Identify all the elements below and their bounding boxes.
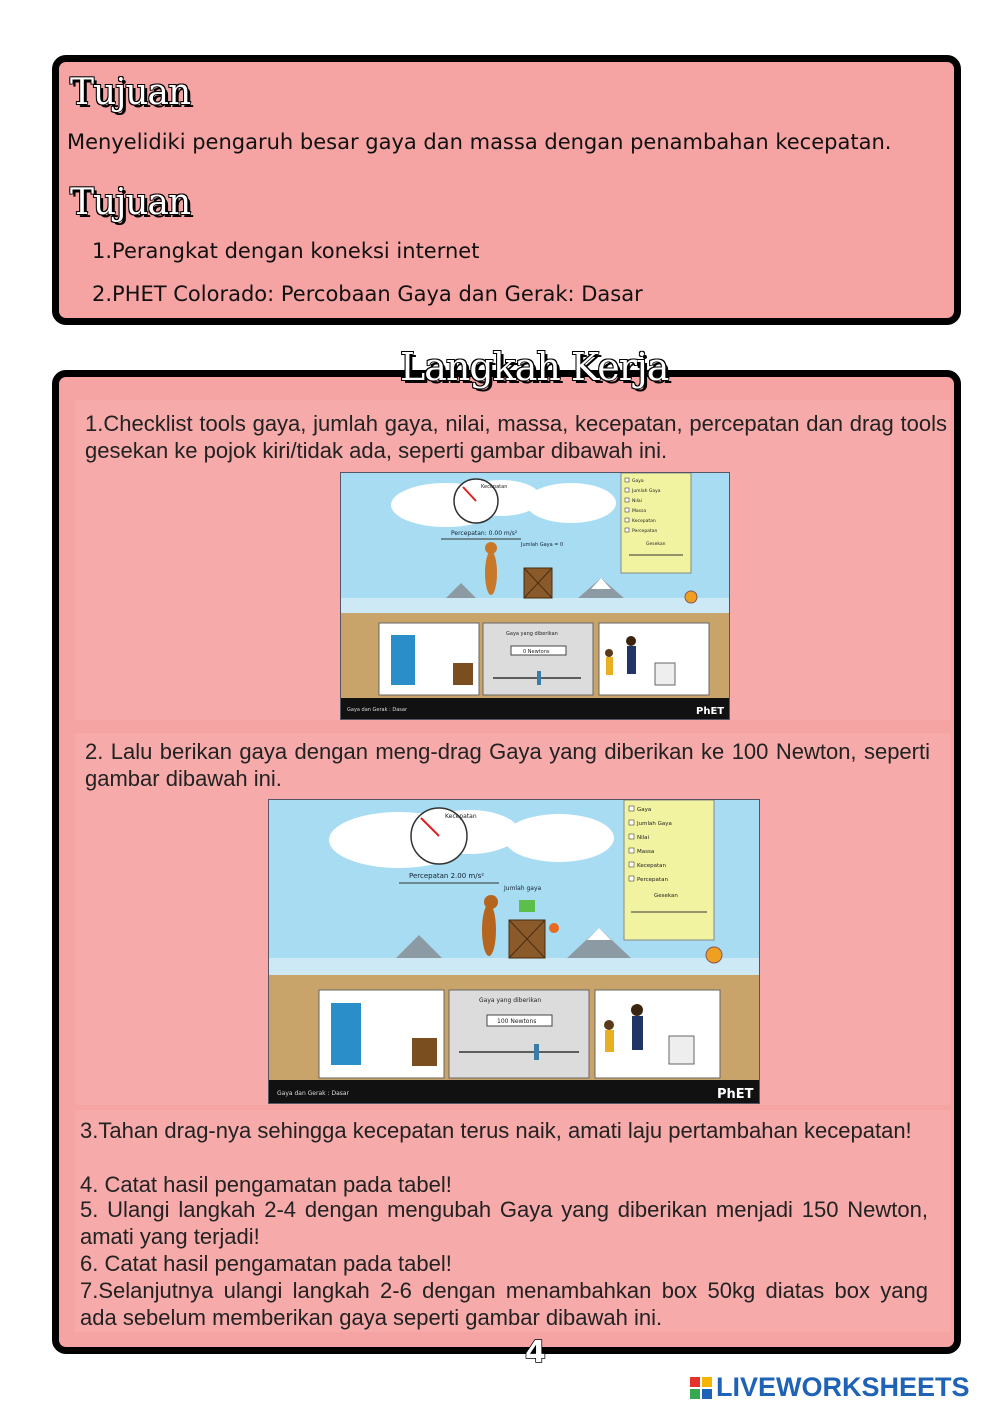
accel-label-2: Percepatan 2.00 m/s² (409, 872, 485, 880)
step-4: 4. Catat hasil pengamatan pada tabel! (80, 1172, 452, 1197)
speed-label-2: Kecepatan (445, 813, 477, 820)
sim1-option-1: Gaya (632, 479, 644, 484)
step-5: 5. Ulangi langkah 2-4 dengan mengubah Gaya yang diberikan menjadi 150 Newton, amati yang terjadi! (80, 1197, 928, 1249)
simulation-screenshot-1 (340, 472, 730, 720)
sim2-option-6: Percepatan (637, 877, 668, 883)
sim2-option-2: Jumlah Gaya (637, 821, 672, 827)
liveworksheets-logo-icon (690, 1377, 712, 1399)
tools-item-1: 1.Perangkat dengan koneksi internet (92, 239, 480, 263)
speed-label-1: Kecepatan (481, 484, 508, 490)
sim1-option-3: Nilai (632, 499, 642, 504)
sim2-friction-label: Gesekan (654, 893, 678, 899)
step-2: 2. Lalu berikan gaya dengan meng-drag Gaya yang diberikan ke 100 Newton, seperti gambar dibawah ini. (85, 739, 930, 791)
sim2-option-3: Nilai (637, 835, 650, 841)
steps-heading: Langkah Kerja (400, 345, 669, 389)
sim1-option-2: Jumlah Gaya (632, 489, 661, 494)
step-3: 3.Tahan drag-nya sehingga kecepatan terus naik, amati laju pertambahan kecepatan! (80, 1118, 912, 1143)
sim2-option-5: Kecepatan (637, 863, 666, 869)
applied-label-2: Gaya yang diberikan (479, 997, 542, 1004)
sim2-option-1: Gaya (637, 807, 652, 813)
sim1-option-6: Percepatan (632, 529, 658, 534)
brand-text: LIVEWORKSHEETS (716, 1372, 970, 1402)
objective-heading: Tujuan (70, 72, 191, 113)
accel-label-1: Percepatan: 0.00 m/s² (451, 530, 518, 537)
force-value-2: 100 Newtons (497, 1018, 537, 1025)
tools-item-2: 2.PHET Colorado: Percobaan Gaya dan Gerak: Dasar (92, 282, 643, 306)
objective-text: Menyelidiki pengaruh besar gaya dan massa dengan penambahan kecepatan. (67, 130, 892, 154)
sum-label-2: Jumlah gaya (504, 885, 542, 892)
sim1-friction-label: Gesekan (646, 542, 666, 547)
phet-logo-2: PhET (717, 1087, 754, 1102)
applied-label-1: Gaya yang diberikan (506, 631, 558, 637)
sim1-footer-title: Gaya dan Gerak : Dasar (347, 707, 408, 713)
step-6: 6. Catat hasil pengamatan pada tabel! (80, 1251, 452, 1276)
phet-logo-1: PhET (696, 706, 725, 717)
simulation-screenshot-2 (268, 799, 760, 1104)
sim1-option-5: Kecepatan (632, 519, 656, 524)
sim2-footer-title: Gaya dan Gerak : Dasar (277, 1090, 350, 1097)
sim1-option-4: Massa (632, 509, 647, 514)
force-value-1: 0 Newtons (523, 649, 550, 655)
tools-heading: Tujuan (70, 182, 191, 223)
liveworksheets-brand[interactable] (690, 1372, 970, 1403)
step-7: 7.Selanjutnya ulangi langkah 2-6 dengan menambahkan box 50kg diatas box yang ada sebelum memberikan gaya seperti gambar dibawah ini. (80, 1278, 928, 1330)
sum-label-1: Jumlah Gaya = 0 (521, 542, 564, 548)
sim2-option-4: Massa (637, 849, 655, 855)
page-number: 4 (525, 1335, 546, 1370)
step-1: 1.Checklist tools gaya, jumlah gaya, nilai, massa, kecepatan, percepatan dan drag tools gesekan ke pojok kiri/tidak ada, seperti gambar dibawah ini. (85, 411, 947, 463)
